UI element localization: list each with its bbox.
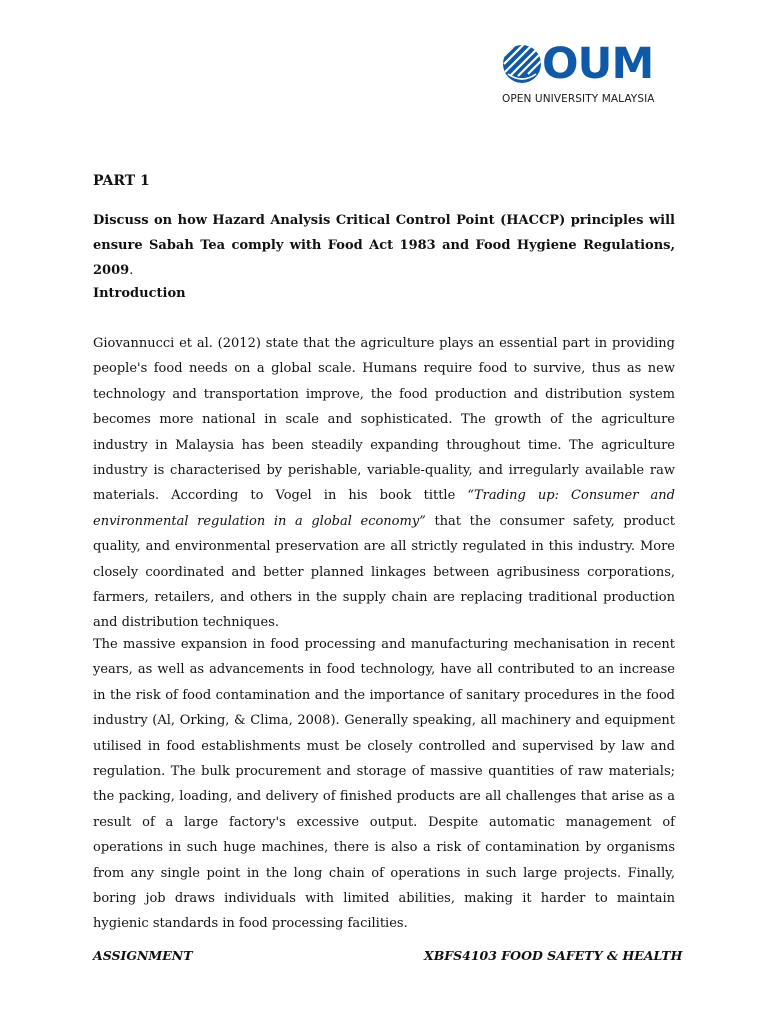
part-heading: PART 1	[93, 173, 150, 189]
para1-after-title: that the consumer safety, product quality, and environmental preservation are all strictly regulated in this industry. More closely coordinated and better planned linkages between agribusiness corporations, farmers, retailers, and others in the supply chain are replacing traditional production and distribution techniques.	[93, 513, 675, 631]
oum-logo	[502, 39, 678, 108]
footer-assignment-label: ASSIGNMENT	[93, 948, 193, 963]
intro-paragraph-1	[93, 331, 675, 636]
footer-course-label: XBFS4103 FOOD SAFETY & HEALTH	[424, 948, 683, 963]
book-title: “Trading up: Consumer and environmental regulation in a global economy”	[93, 488, 675, 529]
para1-before-title: Giovannucci et al. (2012) state that the agriculture plays an essential part in providing people's food needs on a global scale. Humans require food to survive, thus as new technology and transportation improve, the food production and distribution system becomes more national in scale and sophisticated. The growth of the agriculture industry in Malaysia has been steadily expanding throughout time. The agriculture industry is characterised by perishable, variable-quality, and irregularly available raw materials. According to Vogel in his book tittle	[93, 336, 675, 504]
question-end-punct: .	[129, 263, 134, 278]
introduction-heading: Introduction	[93, 286, 186, 301]
globe-logo-icon	[502, 44, 542, 84]
assignment-question	[93, 208, 675, 283]
logo-wordmark: OUM	[542, 39, 654, 89]
intro-paragraph-2: The massive expansion in food processing and manufacturing mechanisation in recent years, as well as advancements in food technology, have all contributed to an increase in the risk of food contamination and the importance of sanitary procedures in the food industry (Al, Orking, & Clima, 2008). Generally speaking, all machinery and equipment utilised in food establishments must be closely controlled and supervised by law and regulation. The bulk procurement and storage of massive quantities of raw materials; the packing, loading, and delivery of finished products are all challenges that arise as a result of a large factory's excessive output. Despite automatic management of operations in such huge machines, there is also a risk of contamination by organisms from any single point in the long chain of operations in such large projects. Finally, boring job draws individuals with limited abilities, making it harder to maintain hygienic standards in food processing facilities.	[93, 637, 675, 932]
logo-subtitle: OPEN UNIVERSITY MALAYSIA	[502, 93, 655, 105]
question-text: Discuss on how Hazard Analysis Critical Control Point (HACCP) principles will ensure Sabah Tea comply with Food Act 1983 and Food Hygiene Regulations, 2009	[93, 213, 675, 278]
